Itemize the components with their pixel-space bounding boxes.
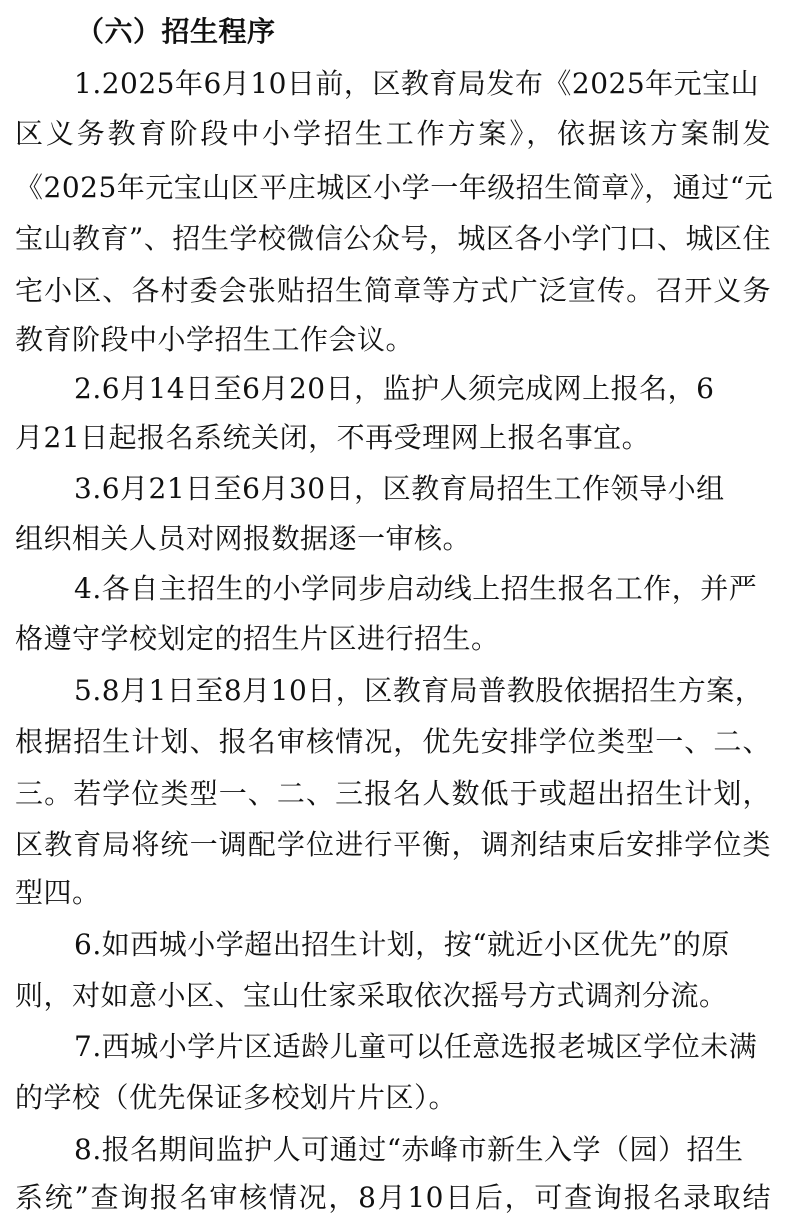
paragraph-line: 1.2025年6月10日前，区教育局发布《2025年元宝山 (74, 67, 760, 100)
paragraph-line: 教育阶段中小学招生工作会议。 (15, 323, 415, 356)
paragraph-line: 格遵守学校划定的招生片区进行招生。 (15, 622, 500, 655)
paragraph-line: 7.西城小学片区适龄儿童可以任意选报老城区学位未满 (74, 1030, 758, 1063)
section-heading: （六）招生程序 (76, 15, 276, 48)
paragraph-line: 系统”查询报名审核情况，8月10日后，可查询报名录取结 (15, 1181, 771, 1214)
paragraph-line: 2.6月14日至6月20日，监护人须完成网上报名，6 (74, 372, 715, 405)
paragraph-line: 月21日起报名系统关闭，不再受理网上报名事宜。 (15, 421, 651, 454)
paragraph-line: 宅小区、各村委会张贴招生简章等方式广泛宣传。召开义务 (15, 274, 771, 307)
paragraph-line: 4.各自主招生的小学同步启动线上招生报名工作，并严 (74, 572, 758, 605)
paragraph-line: 的学校（优先保证多校划片片区）。 (15, 1081, 458, 1114)
paragraph-line: 区教育局将统一调配学位进行平衡，调剂结束后安排学位类 (15, 828, 771, 861)
paragraph-line: 区义务教育阶段中小学招生工作方案》，依据该方案制发 (15, 117, 771, 150)
paragraph-line: 5.8月1日至8月10日，区教育局普教股依据招生方案， (74, 674, 764, 707)
paragraph-line: 三。若学位类型一、二、三报名人数低于或超出招生计划， (15, 777, 771, 810)
paragraph-line: 组织相关人员对网报数据逐一审核。 (15, 522, 472, 555)
paragraph-line: 6.如西城小学超出招生计划，按“就近小区优先”的原 (74, 928, 730, 961)
paragraph-line: 《2025年元宝山区平庄城区小学一年级招生简章》，通过“元 (15, 171, 774, 204)
paragraph-line: 型四。 (15, 876, 101, 909)
paragraph-line: 则，对如意小区、宝山仕家采取依次摇号方式调剂分流。 (15, 979, 728, 1012)
paragraph-line: 根据招生计划、报名审核情况，优先安排学位类型一、二、 (15, 725, 771, 758)
paragraph-line: 3.6月21日至6月30日，区教育局招生工作领导小组 (74, 472, 725, 505)
paragraph-line: 8.报名期间监护人可通过“赤峰市新生入学（园）招生 (74, 1133, 744, 1166)
paragraph-line: 宝山教育”、招生学校微信公众号，城区各小学门口、城区住 (15, 222, 771, 255)
